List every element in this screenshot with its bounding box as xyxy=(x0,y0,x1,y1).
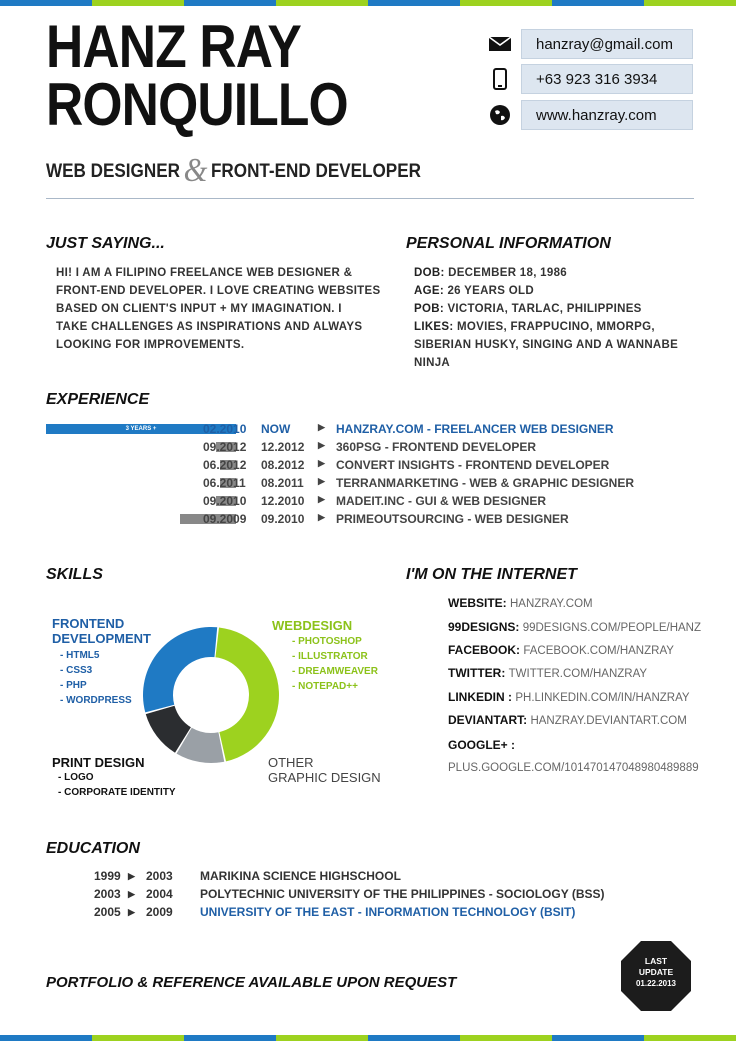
experience-bar-label: 3 YEARS + xyxy=(125,426,157,432)
webdesign-title: WEBDESIGN xyxy=(272,618,353,633)
badge-line-2: UPDATE xyxy=(638,967,674,977)
social-link-row xyxy=(448,596,593,610)
social-url[interactable]: HANZRAY.DEVIANTART.COM xyxy=(530,715,687,727)
age-value: 26 YEARS OLD xyxy=(447,285,534,297)
badge-line-1: LAST xyxy=(644,956,668,966)
resume-name xyxy=(46,13,348,138)
name-line-2: RONQUILLO xyxy=(46,71,348,138)
likes-value: MOVIES, FRAPPUCINO, MMORPG, xyxy=(457,321,655,333)
experience-title: TERRANMARKETING - WEB & GRAPHIC DESIGNER xyxy=(336,476,635,490)
contact-website-row xyxy=(487,100,693,130)
skills-heading: SKILLS xyxy=(46,566,103,583)
role-part-1: WEB DESIGNER xyxy=(46,161,180,182)
social-link-row xyxy=(448,738,515,752)
arrow-right-icon: ▶ xyxy=(318,458,325,468)
other-title-2: GRAPHIC DESIGN xyxy=(268,770,381,785)
about-line: BASED ON CLIENT'S INPUT + MY IMAGINATION. I xyxy=(56,303,342,315)
experience-title: HANZRAY.COM - FREELANCER WEB DESIGNER xyxy=(336,422,614,436)
likes-line-2: SIBERIAN HUSKY, SINGING AND A WANNABE xyxy=(414,339,679,351)
experience-start-date: 06.2012 xyxy=(203,458,247,472)
social-label: WEBSITE: xyxy=(448,596,510,610)
experience-title: 360PSG - FRONTEND DEVELOPER xyxy=(336,440,537,454)
social-label: GOOGLE+ : xyxy=(448,738,516,752)
arrow-right-icon: ▶ xyxy=(128,907,135,917)
experience-end-date: 09.2010 xyxy=(261,512,305,526)
pob-label: POB: xyxy=(414,303,444,315)
experience-end-date: 12.2010 xyxy=(261,494,305,508)
experience-row xyxy=(46,456,686,474)
education-end-year: 2004 xyxy=(146,887,173,901)
education-end-year: 2003 xyxy=(146,869,173,883)
experience-start-date: 09.2009 xyxy=(203,512,247,526)
arrow-right-icon: ▶ xyxy=(318,494,325,504)
frontend-item: - WORDPRESS xyxy=(60,695,132,706)
pob-line xyxy=(414,300,704,318)
experience-row xyxy=(46,420,686,438)
experience-end-date: 12.2012 xyxy=(261,440,305,454)
social-label: 99DESIGNS: xyxy=(448,620,523,634)
experience-end-date: 08.2012 xyxy=(261,458,305,472)
frontend-item: - PHP xyxy=(60,680,87,691)
experience-end-date: NOW xyxy=(261,422,291,436)
frontend-title-1: FRONTEND xyxy=(52,616,125,631)
about-text xyxy=(56,264,386,354)
arrow-right-icon: ▶ xyxy=(128,889,135,899)
name-line-1: HANZ RAY xyxy=(46,13,301,80)
webdesign-item: - DREAMWEAVER xyxy=(292,666,378,677)
role-part-2: FRONT-END DEVELOPER xyxy=(210,161,421,182)
dob-value: DECEMBER 18, 1986 xyxy=(448,267,567,279)
education-school: UNIVERSITY OF THE EAST - INFORMATION TECHNOLOGY (BSIT) xyxy=(200,905,576,919)
print-title: PRINT DESIGN xyxy=(52,755,145,770)
experience-title: MADEIT.INC - GUI & WEB DESIGNER xyxy=(336,494,547,508)
frontend-item: - CSS3 xyxy=(60,665,93,676)
social-link-row xyxy=(448,666,647,680)
social-url[interactable]: PH.LINKEDIN.COM/IN/HANZRAY xyxy=(515,692,690,704)
experience-row xyxy=(46,438,686,456)
social-url[interactable]: 99DESIGNS.COM/PEOPLE/HANZ xyxy=(522,622,701,634)
personal-info xyxy=(414,264,704,372)
experience-row xyxy=(46,510,686,528)
about-line: TAKE CHALLENGES AS INSPIRATIONS AND ALWAYS xyxy=(56,321,363,333)
arrow-right-icon: ▶ xyxy=(318,512,325,522)
webdesign-skill-group xyxy=(272,618,378,694)
arrow-right-icon: ▶ xyxy=(318,476,325,486)
social-url[interactable]: HANZRAY.COM xyxy=(510,598,593,610)
header-divider xyxy=(46,198,694,199)
dob-label: DOB: xyxy=(414,267,445,279)
social-label: FACEBOOK: xyxy=(448,643,524,657)
likes-label: LIKES: xyxy=(414,321,454,333)
personal-heading: PERSONAL INFORMATION xyxy=(406,235,611,252)
top-stripe xyxy=(0,0,736,6)
job-role xyxy=(46,152,421,190)
education-school: MARIKINA SCIENCE HIGHSCHOOL xyxy=(200,869,401,883)
dob-line xyxy=(414,264,704,282)
experience-start-date: 09.2010 xyxy=(203,494,247,508)
other-skill-group xyxy=(268,755,381,785)
about-heading: JUST SAYING... xyxy=(46,235,165,252)
skills-donut-chart xyxy=(140,624,282,766)
education-end-year: 2009 xyxy=(146,905,173,919)
experience-end-date: 08.2011 xyxy=(261,476,304,490)
globe-icon xyxy=(487,103,513,127)
social-label: LINKEDIN : xyxy=(448,690,516,704)
age-line xyxy=(414,282,704,300)
role-ampersand: & xyxy=(183,152,208,189)
experience-row xyxy=(46,474,686,492)
donut-slice-webdesign xyxy=(215,627,279,761)
social-link-row xyxy=(448,643,674,657)
frontend-title-2: DEVELOPMENT xyxy=(52,631,151,646)
frontend-item: - HTML5 xyxy=(60,650,100,661)
experience-start-date: 02.2010 xyxy=(203,422,247,436)
webdesign-item: - NOTEPAD++ xyxy=(292,681,358,692)
phone-icon xyxy=(487,67,513,91)
education-heading: EDUCATION xyxy=(46,840,140,857)
social-link-row xyxy=(448,690,690,704)
age-label: AGE: xyxy=(414,285,444,297)
print-item: - LOGO xyxy=(58,772,94,783)
footer-note: PORTFOLIO & REFERENCE AVAILABLE UPON REQUEST xyxy=(46,974,457,991)
internet-heading: I'M ON THE INTERNET xyxy=(406,566,577,583)
education-school: POLYTECHNIC UNIVERSITY OF THE PHILIPPINES - SOCIOLOGY (BSS) xyxy=(200,887,605,901)
arrow-right-icon: ▶ xyxy=(128,871,135,881)
social-url[interactable]: TWITTER.COM/HANZRAY xyxy=(508,668,648,680)
arrow-right-icon: ▶ xyxy=(318,440,325,450)
pob-value: VICTORIA, TARLAC, PHILIPPINES xyxy=(447,303,642,315)
webdesign-item: - ILLUSTRATOR xyxy=(292,651,368,662)
envelope-icon xyxy=(487,32,513,56)
other-title-1: OTHER xyxy=(268,755,314,770)
education-start-year: 1999 xyxy=(94,869,121,883)
education-start-year: 2003 xyxy=(94,887,121,901)
webdesign-item: - PHOTOSHOP xyxy=(292,636,362,647)
email-link[interactable]: hanzray@gmail.com xyxy=(521,29,693,59)
experience-row xyxy=(46,492,686,510)
likes-line xyxy=(414,318,704,336)
phone-link[interactable]: +63 923 316 3934 xyxy=(521,64,693,94)
experience-heading: EXPERIENCE xyxy=(46,391,150,408)
print-item: - CORPORATE IDENTITY xyxy=(58,787,176,798)
contact-phone-row xyxy=(487,64,693,94)
social-label: TWITTER: xyxy=(448,666,509,680)
bottom-stripe xyxy=(0,1035,736,1041)
about-line: FRONT-END DEVELOPER. I LOVE CREATING WEBSITES xyxy=(56,285,381,297)
education-start-year: 2005 xyxy=(94,905,121,919)
experience-title: CONVERT INSIGHTS - FRONTEND DEVELOPER xyxy=(336,458,610,472)
badge-date: 01.22.2013 xyxy=(635,979,677,988)
frontend-skill-group xyxy=(52,616,151,708)
social-link-row xyxy=(448,620,701,634)
experience-start-date: 06.2011 xyxy=(203,476,246,490)
about-line: LOOKING FOR IMPROVEMENTS. xyxy=(56,339,245,351)
social-label: DEVIANTART: xyxy=(448,713,531,727)
donut-slice-frontend-development xyxy=(143,627,217,712)
last-update-badge xyxy=(620,940,692,1012)
arrow-right-icon: ▶ xyxy=(318,422,325,432)
social-link-row xyxy=(448,713,687,727)
experience-start-date: 09.2012 xyxy=(203,440,247,454)
likes-line-3: NINJA xyxy=(414,357,451,369)
about-line: HI! I AM A FILIPINO FREELANCE WEB DESIGNER & xyxy=(56,267,353,279)
contact-email-row xyxy=(487,29,693,59)
google-plus-url[interactable]: PLUS.GOOGLE.COM/101470147048980489889 xyxy=(448,762,699,774)
social-url[interactable]: FACEBOOK.COM/HANZRAY xyxy=(523,645,674,657)
website-link[interactable]: www.hanzray.com xyxy=(521,100,693,130)
experience-title: PRIMEOUTSOURCING - WEB DESIGNER xyxy=(336,512,569,526)
